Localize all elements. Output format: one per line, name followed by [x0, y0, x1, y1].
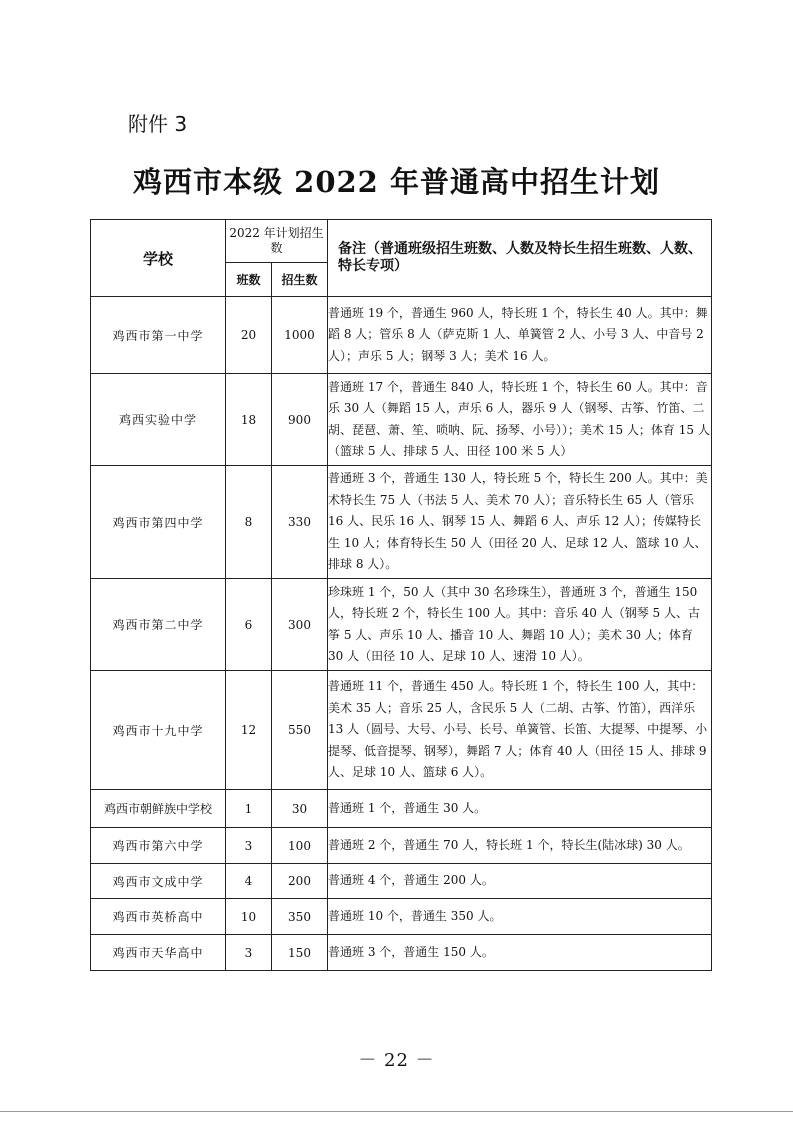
row-note: 珍珠班 1 个，50 人（其中 30 名珍珠生），普通班 3 个，普通生 150 人，特长班 2 个，特长生 100 人。其中：音乐 40 人（钢琴 5 人、古筝 5 人、声乐 10 人、播音 10 人、舞蹈 10 人）；美术 30 人；体育 30 人（田径 10 人、足球 10 人、速滑 10 人）。 [328, 579, 712, 671]
table-row [91, 790, 712, 828]
school-name: 鸡西市文成中学 [91, 864, 226, 899]
class-count: 8 [226, 466, 272, 579]
scan-edge-divider [0, 1111, 793, 1112]
school-name: 鸡西市第二中学 [91, 579, 226, 671]
header-plan-group: 2022 年计划招生数 [226, 220, 328, 263]
class-count: 3 [226, 935, 272, 971]
page-number: － 22 － [358, 1050, 435, 1071]
class-count: 3 [226, 828, 272, 864]
class-count: 4 [226, 864, 272, 899]
school-name: 鸡西实验中学 [91, 374, 226, 466]
class-count: 6 [226, 579, 272, 671]
table-row [91, 671, 712, 790]
table-row [91, 297, 712, 374]
school-name: 鸡西市第一中学 [91, 297, 226, 374]
row-note: 普通班 10 个，普通生 350 人。 [328, 899, 712, 935]
row-note: 普通班 3 个，普通生 130 人，特长班 5 个，特长生 200 人。其中：美术特长生 75 人（书法 5 人、美术 70 人）；音乐特长生 65 人（管乐 16 人、民乐 16 人、钢琴 15 人、舞蹈 6 人、声乐 12 人）；传媒特长生 10 人；体育特长生 50 人（田径 20 人、足球 12 人、篮球 10 人、排球 8 人）。 [328, 466, 712, 579]
row-note: 普通班 2 个，普通生 70 人，特长班 1 个，特长生(陆冰球) 30 人。 [328, 828, 712, 864]
student-count: 300 [272, 579, 328, 671]
table-row [91, 935, 712, 971]
class-count: 20 [226, 297, 272, 374]
class-count: 18 [226, 374, 272, 466]
header-students: 招生数 [272, 263, 328, 297]
row-note: 普通班 1 个，普通生 30 人。 [328, 790, 712, 828]
header-classes: 班数 [226, 263, 272, 297]
student-count: 900 [272, 374, 328, 466]
school-name: 鸡西市第四中学 [91, 466, 226, 579]
student-count: 30 [272, 790, 328, 828]
school-name: 鸡西市十九中学 [91, 671, 226, 790]
table-row [91, 466, 712, 579]
row-note: 普通班 17 个，普通生 840 人，特长班 1 个，特长生 60 人。其中：音乐 30 人（舞蹈 15 人，声乐 6 人，器乐 9 人（钢琴、古筝、竹笛、二胡、琵琶、萧、笙、唢呐、阮、扬琴、小号））；美术 15 人；体育 15 人（篮球 5 人、排球 5 人、田径 100 米 5 人） [328, 374, 712, 466]
school-name: 鸡西市第六中学 [91, 828, 226, 864]
header-school: 学校 [91, 220, 226, 297]
table-row [91, 374, 712, 466]
row-note: 普通班 19 个，普通生 960 人，特长班 1 个，特长生 40 人。其中：舞蹈 8 人；管乐 8 人（萨克斯 1 人、单簧管 2 人、小号 3 人、中音号 2 人）；声乐 5 人；钢琴 3 人；美术 16 人。 [328, 297, 712, 374]
school-name: 鸡西市英桥高中 [91, 899, 226, 935]
student-count: 550 [272, 671, 328, 790]
table-row [91, 828, 712, 864]
class-count: 10 [226, 899, 272, 935]
student-count: 350 [272, 899, 328, 935]
row-note: 普通班 4 个，普通生 200 人。 [328, 864, 712, 899]
table-row [91, 899, 712, 935]
student-count: 150 [272, 935, 328, 971]
school-name: 鸡西市天华高中 [91, 935, 226, 971]
header-note: 备注（普通班级招生班数、人数及特长生招生班数、人数、特长专项） [328, 220, 712, 297]
table-row [91, 579, 712, 671]
student-count: 330 [272, 466, 328, 579]
student-count: 200 [272, 864, 328, 899]
attachment-label: 附件 3 [128, 112, 188, 136]
page-title: 鸡西市本级 2022 年普通高中招生计划 [133, 165, 660, 199]
table-row [91, 864, 712, 899]
school-name: 鸡西市朝鲜族中学校 [91, 790, 226, 828]
class-count: 1 [226, 790, 272, 828]
student-count: 1000 [272, 297, 328, 374]
row-note: 普通班 3 个，普通生 150 人。 [328, 935, 712, 971]
student-count: 100 [272, 828, 328, 864]
class-count: 12 [226, 671, 272, 790]
row-note: 普通班 11 个，普通生 450 人。特长班 1 个，特长生 100 人，其中：美术 35 人；音乐 25 人，含民乐 5 人（二胡、古筝、竹笛），西洋乐 13 人（圆号、大号、小号、长号、单簧管、长笛、大提琴、中提琴、小提琴、低音提琴、钢琴），舞蹈 7 人；体育 40 人（田径 15 人、排球 9 人、足球 10 人、篮球 6 人）。 [328, 671, 712, 790]
enrollment-plan-table [90, 219, 712, 971]
